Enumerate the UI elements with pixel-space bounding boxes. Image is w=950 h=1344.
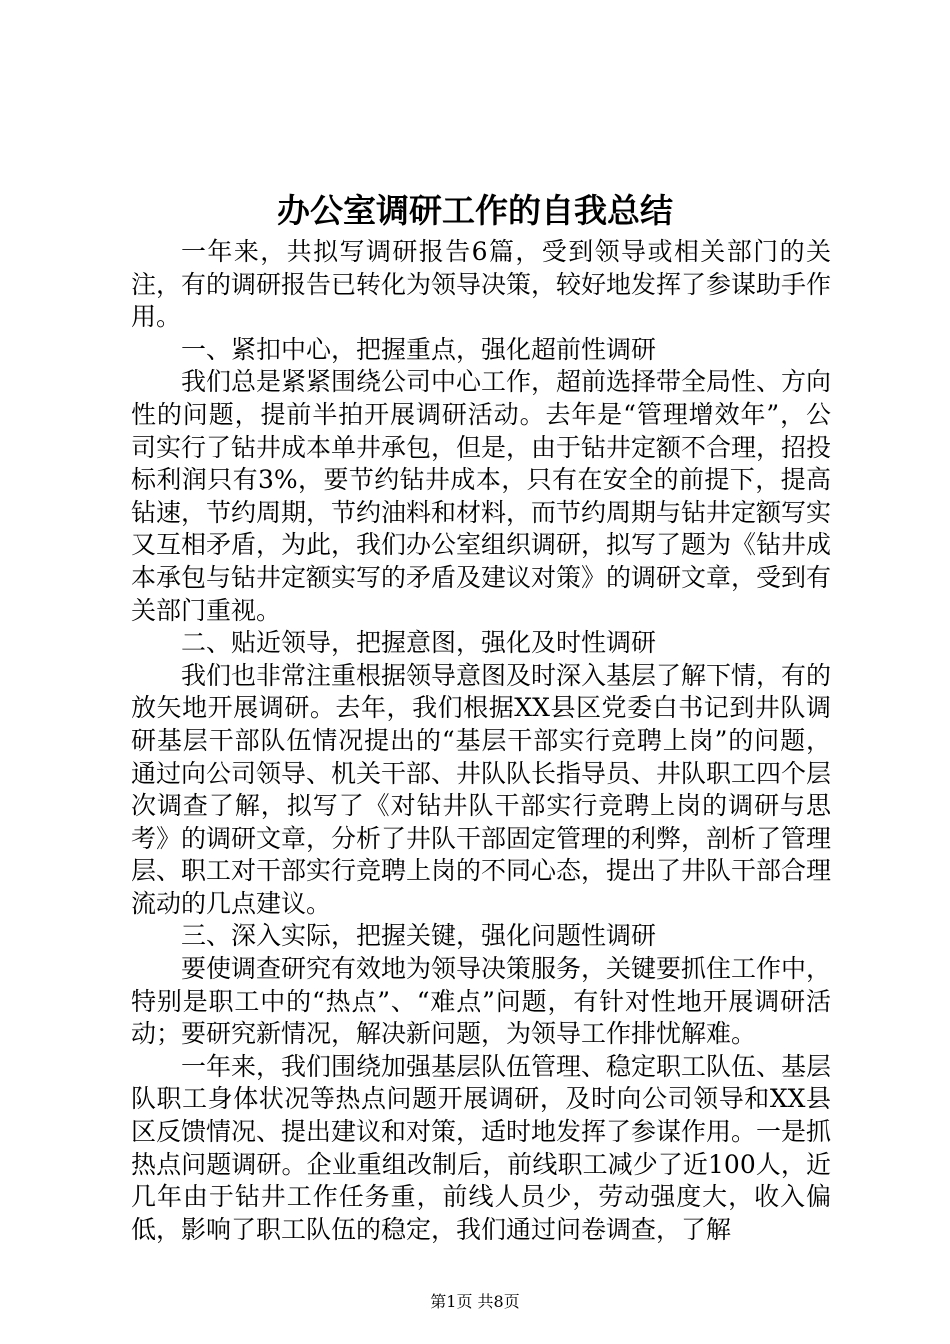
page-number-footer: 第1页 共8页 — [430, 1292, 520, 1311]
paragraph-section-1: 我们总是紧紧围绕公司中心工作，超前选择带全局性、方向性的问题，提前半拍开展调研活动。去年是“管理增效年”，公司实行了钻井成本单井承包，但是，由于钻井定额不合理，招投标利润只有3%，要节约钻井成本，只有在安全的前提下，提高钻速，节约周期，节约油料和材料，而节约周期与钻井定额写实又互相矛盾，为此，我们办公室组织调研，拟写了题为《钻井成本承包与钻井定额实写的矛盾及建议对策》的调研文章，受到有关部门重视。 — [131, 367, 832, 625]
paragraph-section-3: 要使调查研究有效地为领导决策服务，关键要抓住工作中，特别是职工中的“热点”、“难点”问题，有针对性地开展调研活动；要研究新情况，解决新问题，为领导工作排忧解难。 — [131, 954, 832, 1049]
document-body — [131, 236, 831, 1246]
paragraph-intro: 一年来，共拟写调研报告6篇，受到领导或相关部门的关注，有的调研报告已转化为领导决策，较好地发挥了参谋助手作用。 — [131, 237, 832, 332]
section-heading-1: 一、紧扣中心，把握重点，强化超前性调研 — [181, 334, 657, 364]
paragraph-section-3-cont: 一年来，我们围绕加强基层队伍管理、稳定职工队伍、基层队职工身体状况等热点问题开展调研，及时向公司领导和XX县区反馈情况、提出建议和对策，适时地发挥了参谋作用。一是抓热点问题调研。企业重组改制后，前线职工减少了近100人，近几年由于钻井工作任务重，前线人员少，劳动强度大，收入偏低，影响了职工队伍的稳定，我们通过问卷调查，了解 — [131, 1051, 832, 1244]
section-heading-2: 二、贴近领导，把握意图，强化及时性调研 — [181, 628, 657, 658]
section-heading-3: 三、深入实际，把握关键，强化问题性调研 — [181, 921, 657, 951]
paragraph-section-2: 我们也非常注重根据领导意图及时深入基层了解下情，有的放矢地开展调研。去年，我们根据XX县区党委白书记到井队调研基层干部队伍情况提出的“基层干部实行竞聘上岗”的问题，通过向公司领导、机关干部、井队队长指导员、井队职工四个层次调查了解，拟写了《对钻井队干部实行竞聘上岗的调研与思考》的调研文章，分析了井队干部固定管理的利弊，剖析了管理层、职工对干部实行竞聘上岗的不同心态，提出了井队干部合理流动的几点建议。 — [131, 660, 832, 918]
document-title: 办公室调研工作的自我总结 — [277, 191, 673, 230]
